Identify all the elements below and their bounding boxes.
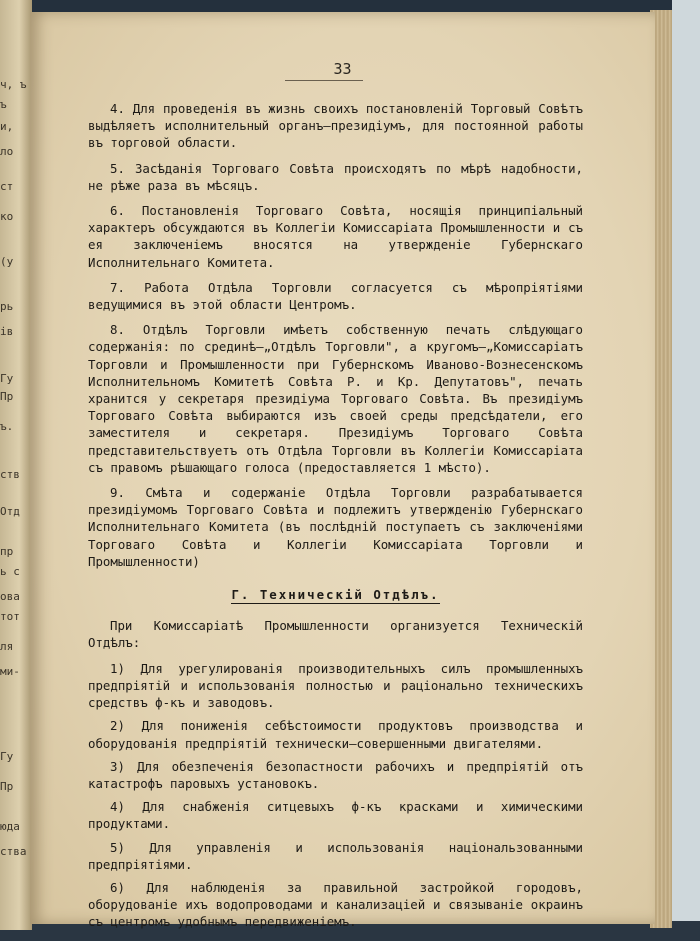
left-fragment: ства [0,845,27,858]
left-fragment: юда [0,820,20,833]
section-heading-text: Г. Техническій Отдѣлъ. [231,587,440,603]
left-fragment: ля [0,640,14,653]
left-fragment: Гу [0,750,14,763]
paragraph-8: 8. Отдѣлъ Торговли имѣетъ собственную печать слѣдующаго содержанія: по срединѣ—„Отдѣлъ Торговли", а кругомъ—„Комиссаріатъ Торговли и Промышленности при Губернскомъ Иваново-Вознесенскомъ Исполнительномъ Комитетѣ Совѣта Р. и Кр. Депутатовъ", печать хранится у секретаря президіума Торговаго Совѣта. Въ президіумъ Торговаго Совѣта выбираются изъ своей среды предсѣдатели, его заместителя и секретаря. Президіумъ Торговаго Совѣта представительствуетъ отъ Отдѣла Торговли въ Коллегіи Комиссаріата съ правомъ рѣшающаго голоса (предоставляется 1 мѣсто). [88,322,583,475]
left-fragment: ъ [0,98,7,111]
page-number: 33 [333,60,352,78]
left-fragment: Пр [0,780,14,793]
left-fragment: ст [0,180,14,193]
left-fragment: ова [0,590,20,603]
left-fragment: Пр [0,390,14,403]
left-fragment: ів [0,325,14,338]
page-number-rule [285,80,363,81]
left-fragment: тот [0,610,20,623]
left-fragment: ми- [0,665,20,678]
list-item-5: 5) Для управленія и использованія національзованными предпріятіями. [88,839,583,872]
paragraph-9: 9. Смѣта и содержаніе Отдѣла Торговли разрабатывается президіумомъ Торговаго Совѣта и подлежитъ утвержденію Губернскаго Исполнительнаго Комитета (въ послѣдній поступаетъ съ заключеніями Торговаго Совѣта и Коллегіи Комиссаріата Торговли и Промышленности) [88,485,583,569]
scan-backdrop-right [672,0,700,941]
left-fragment: рь [0,300,14,313]
scan-backdrop [0,0,700,12]
left-fragment: пр [0,545,14,558]
left-fragment: ъ. [0,420,14,433]
left-fragment: (у [0,255,14,268]
page-body [88,100,583,937]
left-fragment: Отд [0,505,20,518]
paragraph-6: 6. Постановленія Торговаго Совѣта, носящія принципіальный характеръ обсуждаются въ Коллегіи Комиссаріата Промышленности и съ ея заключеніемъ вносятся на утвержденіе Губернскаго Исполнительнаго Комитета. [88,203,583,270]
left-fragment: Гу [0,372,14,385]
list-item-3: 3) Для обезпеченія безопастности рабочихъ и предпріятій отъ катастрофъ паровыхъ установокъ. [88,758,583,791]
left-fragment: ств [0,468,20,481]
left-fragment: ч, ъ [0,78,27,91]
paragraph-5: 5. Засѣданія Торговаго Совѣта происходятъ по мѣрѣ надобности, не рѣже раза въ мѣсяцъ. [88,160,583,193]
previous-page-edge [0,0,32,930]
left-fragment: ко [0,210,14,223]
book-page [30,12,655,930]
list-item-2: 2) Для пониженія себѣстоимости продуктовъ производства и оборудованія предпріятій технически—совершенными двигателями. [88,718,583,751]
section-intro: При Комиссаріатѣ Промышленности организуется Техническій Отдѣлъ: [88,618,583,651]
left-fragment: и, [0,120,14,133]
left-fragment: ь с [0,565,20,578]
left-fragment: ло [0,145,14,158]
paragraph-4: 4. Для проведенія въ жизнь своихъ постановленій Торговый Совѣтъ выдѣляетъ исполнительный органъ—президіумъ, для постоянной работы въ торговой области. [88,101,583,151]
paragraph-7: 7. Работа Отдѣла Торговли согласуется съ мѣропріятіями ведущимися въ этой области Центромъ. [88,279,583,313]
list-item-4: 4) Для снабженія ситцевыхъ ф-къ красками и химическими продуктами. [88,799,583,832]
section-heading [88,586,583,603]
list-item-6: 6) Для наблюденія за правильной застройкой городовъ, оборудованіе ихъ водопроводами и канализаціей и связываніе окраинъ съ центромъ удобнымъ передвиженіемъ. [88,879,583,930]
list-item-1: 1) Для урегулированія производительныхъ силъ промышленныхъ предпріятій и использованія полностью и раціонально техническихъ средствъ ф-къ и заводовъ. [88,660,583,711]
